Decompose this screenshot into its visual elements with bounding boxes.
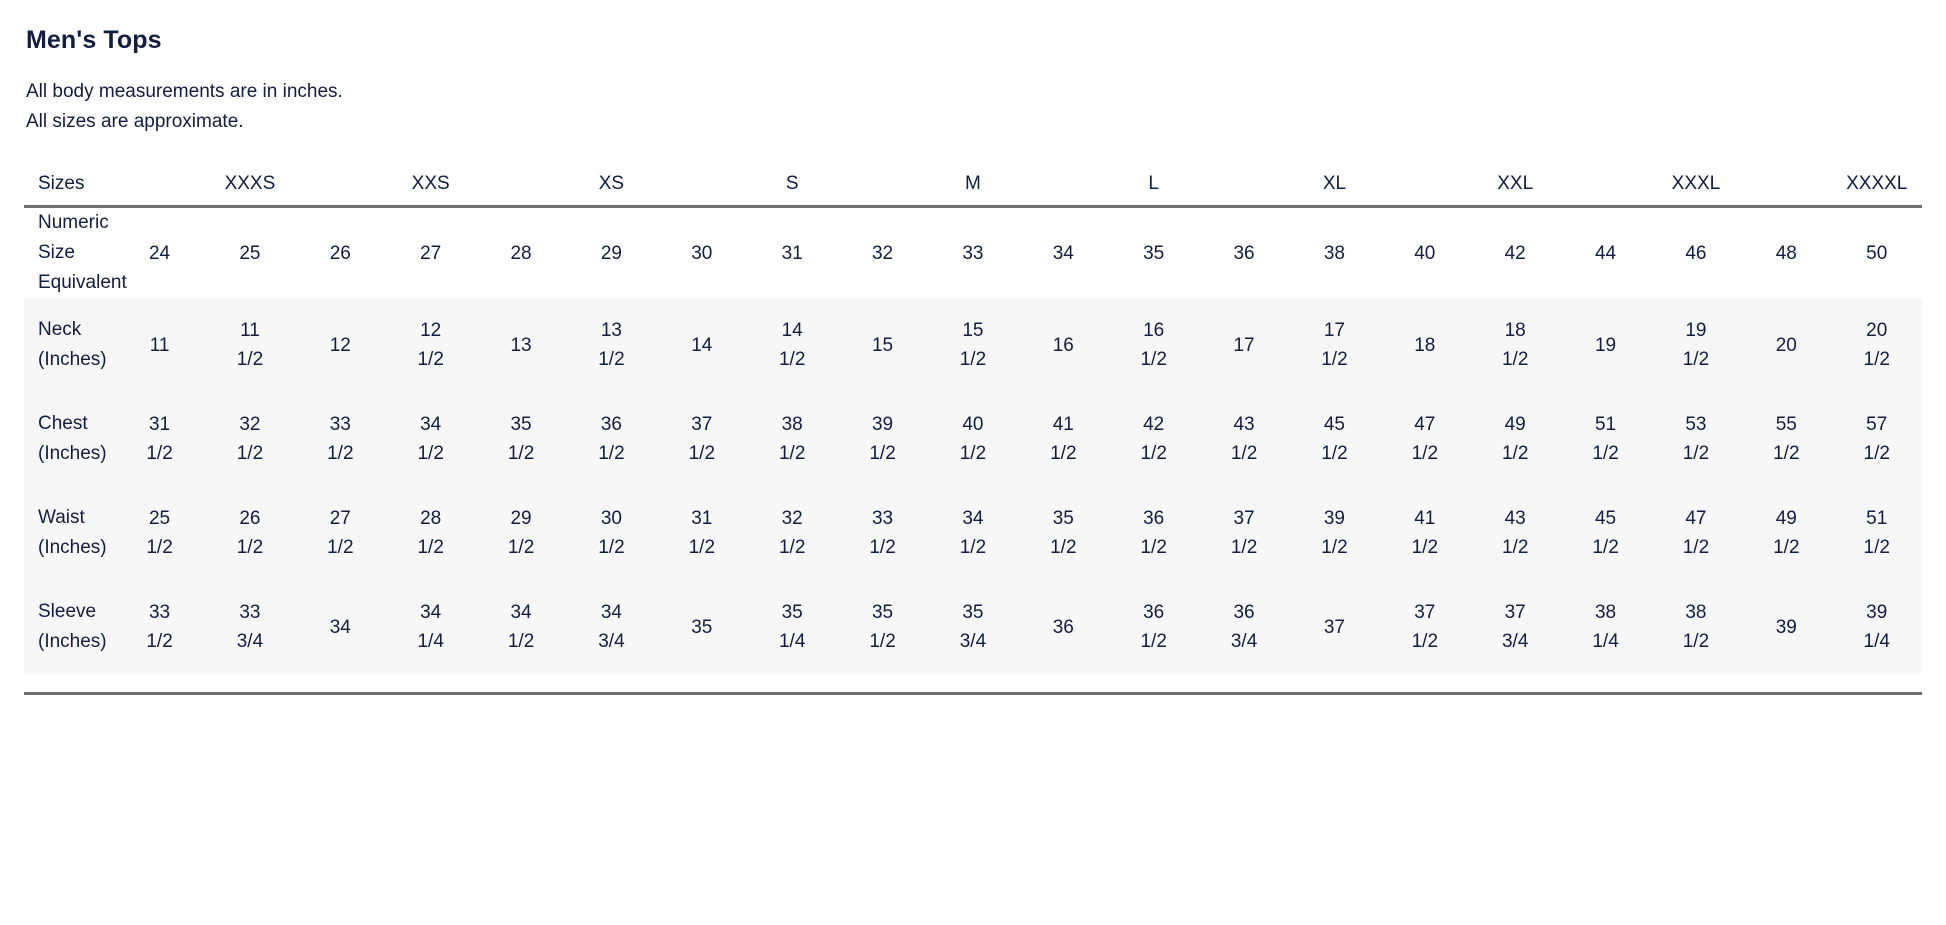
measurement-cell (1832, 392, 1923, 486)
measurement-fraction: 1/2 (598, 537, 625, 558)
measurement-cell (928, 392, 1018, 486)
measurement-fraction: 1/2 (778, 349, 806, 370)
size-chart-table-wrapper (24, 161, 1922, 695)
size-header-xxl: XXL (1497, 172, 1534, 194)
measurement-whole: 12 (420, 320, 442, 341)
measurement-cell (1380, 486, 1470, 580)
measurement-whole: 34 (600, 602, 622, 623)
measurement-whole: 36 (600, 414, 622, 435)
row-label: Chest (Inches) (38, 413, 107, 464)
measurement-cell (1199, 580, 1289, 674)
measurement-cell: 13 (510, 334, 532, 356)
measurement-fraction: 3/4 (236, 631, 264, 652)
measurement-whole: 43 (1504, 508, 1526, 529)
row-label: Neck (Inches) (38, 319, 107, 370)
table-row (24, 392, 1922, 486)
measurement-cell: 18 (1414, 334, 1436, 356)
measurement-fraction: 1/2 (417, 349, 444, 370)
measurement-cell: 17 (1233, 334, 1255, 356)
measurement-fraction: 1/2 (1050, 443, 1077, 464)
measurement-fraction: 1/2 (1773, 537, 1800, 558)
measurement-whole: 35 (962, 602, 984, 623)
measurement-whole: 34 (420, 414, 442, 435)
measurement-fraction: 1/2 (1592, 537, 1619, 558)
table-bottom-rule (24, 692, 1922, 695)
measurement-whole: 55 (1775, 414, 1797, 435)
measurement-whole: 49 (1504, 414, 1526, 435)
measurement-cell: 20 (1775, 334, 1797, 356)
size-header-blank-0 (114, 161, 204, 207)
measurement-fraction: 1/2 (507, 537, 535, 558)
measurement-whole: 36 (1233, 602, 1255, 623)
measurement-cell (295, 486, 385, 580)
measurement-cell: 36 (1233, 242, 1255, 264)
table-row (24, 298, 1922, 392)
measurement-whole: 33 (239, 602, 261, 623)
measurement-whole: 36 (1143, 508, 1165, 529)
measurement-whole: 51 (1866, 508, 1888, 529)
size-chart-body (24, 207, 1922, 675)
measurement-whole: 37 (1504, 602, 1526, 623)
measurement-cell (476, 392, 566, 486)
size-header-blank-18 (1741, 161, 1831, 207)
size-header-blank-6 (657, 161, 747, 207)
measurement-cell: 26 (329, 242, 351, 264)
measurement-whole: 37 (1233, 508, 1255, 529)
size-chart-head (24, 161, 1922, 207)
subtitle-line-2: All sizes are approximate. (26, 111, 244, 132)
measurement-cell (1380, 580, 1470, 674)
size-header-xs: XS (598, 172, 625, 194)
measurement-cell (747, 486, 837, 580)
measurement-cell (114, 486, 204, 580)
measurement-fraction: 1/2 (1321, 443, 1348, 464)
row-label-line-2: Equivalent (38, 272, 127, 293)
measurement-cell (386, 392, 476, 486)
measurement-cell (1109, 486, 1199, 580)
size-header-xl: XL (1322, 172, 1347, 194)
measurement-cell (205, 580, 295, 674)
measurement-fraction: 1/2 (146, 443, 173, 464)
size-header-blank-16 (1560, 161, 1650, 207)
measurement-cell: 50 (1866, 242, 1888, 264)
measurement-fraction: 1/2 (327, 443, 354, 464)
measurement-cell (1199, 392, 1289, 486)
measurement-cell: 11 (149, 334, 170, 356)
measurement-whole: 17 (1323, 320, 1345, 341)
measurement-cell (114, 392, 204, 486)
measurement-cell (1470, 298, 1560, 392)
measurement-whole: 32 (781, 508, 803, 529)
measurement-cell (1109, 298, 1199, 392)
measurement-fraction: 3/4 (959, 631, 987, 652)
measurement-cell (1199, 486, 1289, 580)
measurement-fraction: 1/2 (598, 349, 625, 370)
size-header-blank-4 (476, 161, 566, 207)
measurement-whole: 13 (600, 320, 622, 341)
measurement-whole: 33 (871, 508, 894, 529)
page-subtitle (26, 77, 1922, 137)
measurement-fraction: 1/2 (1501, 349, 1529, 370)
measurement-fraction: 1/2 (778, 537, 806, 558)
measurement-whole: 26 (239, 508, 261, 529)
measurement-cell (566, 580, 656, 674)
measurement-whole: 39 (871, 414, 894, 435)
measurement-whole: 41 (1052, 414, 1074, 435)
measurement-whole: 39 (1866, 602, 1888, 623)
measurement-whole: 35 (871, 602, 894, 623)
measurement-fraction: 1/2 (1050, 537, 1077, 558)
measurement-whole: 43 (1233, 414, 1255, 435)
measurement-cell (837, 392, 927, 486)
measurement-whole: 31 (148, 414, 171, 435)
measurement-fraction: 1/2 (236, 443, 264, 464)
measurement-whole: 30 (600, 508, 622, 529)
measurement-cell (1560, 580, 1650, 674)
measurement-cell: 40 (1414, 242, 1436, 264)
measurement-cell: 36 (1052, 616, 1074, 638)
measurement-fraction: 1/2 (1230, 537, 1258, 558)
measurement-fraction: 1/2 (1682, 537, 1710, 558)
measurement-cell: 37 (1323, 616, 1345, 638)
measurement-fraction: 1/2 (146, 537, 173, 558)
size-header-blank-2 (295, 161, 385, 207)
measurement-whole: 42 (1143, 414, 1165, 435)
measurement-cell: 42 (1504, 242, 1526, 264)
measurement-cell (386, 298, 476, 392)
measurement-cell (1832, 580, 1923, 674)
measurement-fraction: 1/2 (1682, 349, 1710, 370)
measurement-cell (1741, 486, 1831, 580)
size-header-m: M (965, 172, 981, 194)
measurement-cell (837, 580, 927, 674)
measurement-fraction: 1/2 (869, 443, 896, 464)
measurement-fraction: 1/2 (236, 349, 264, 370)
measurement-whole: 33 (329, 414, 351, 435)
measurement-cell (747, 392, 837, 486)
size-header-xxs: XXS (411, 172, 450, 194)
measurement-whole: 16 (1143, 320, 1165, 341)
measurement-fraction: 1/2 (1321, 537, 1348, 558)
measurement-whole: 45 (1594, 508, 1617, 529)
measurement-fraction: 1/2 (1140, 443, 1167, 464)
row-label: Sleeve (Inches) (38, 601, 107, 652)
measurement-whole: 37 (691, 414, 713, 435)
measurement-cell: 46 (1685, 242, 1707, 264)
measurement-fraction: 1/2 (1773, 443, 1800, 464)
measurement-fraction: 1/2 (236, 537, 264, 558)
page-title: Men's Tops (26, 26, 162, 54)
measurement-cell (747, 580, 837, 674)
measurement-cell: 38 (1323, 242, 1345, 264)
measurement-cell (205, 486, 295, 580)
measurement-fraction: 1/2 (327, 537, 354, 558)
measurement-cell (1470, 580, 1560, 674)
measurement-cell: 31 (781, 242, 803, 264)
measurement-fraction: 1/2 (959, 443, 987, 464)
measurement-whole: 34 (510, 602, 532, 623)
measurement-fraction: 1/2 (869, 631, 896, 652)
measurement-cell (1560, 486, 1650, 580)
measurement-whole: 18 (1504, 320, 1526, 341)
measurement-fraction: 1/2 (1321, 349, 1348, 370)
measurement-cell: 34 (1052, 242, 1074, 264)
measurement-fraction: 1/2 (1411, 631, 1439, 652)
size-header-blank-12 (1199, 161, 1289, 207)
measurement-cell (1470, 392, 1560, 486)
size-header-blank-14 (1380, 161, 1470, 207)
measurement-fraction: 3/4 (598, 631, 625, 652)
measurement-cell (1832, 486, 1923, 580)
measurement-fraction: 1/2 (1411, 443, 1439, 464)
table-row (24, 580, 1922, 674)
measurement-cell (1018, 486, 1108, 580)
measurement-fraction: 1/2 (1140, 349, 1167, 370)
measurement-cell (1018, 392, 1108, 486)
measurement-cell (1832, 298, 1923, 392)
measurement-cell: 16 (1052, 334, 1074, 356)
measurement-whole: 31 (691, 508, 713, 529)
subtitle-line-1: All body measurements are in inches. (26, 81, 343, 102)
measurement-fraction: 1/2 (959, 349, 987, 370)
measurement-cell (1289, 298, 1379, 392)
size-header-xxxxl: XXXXL (1846, 172, 1908, 194)
measurement-whole: 35 (781, 602, 803, 623)
measurement-whole: 19 (1685, 320, 1707, 341)
size-chart-table (24, 161, 1922, 674)
measurement-whole: 36 (1143, 602, 1165, 623)
table-row (24, 486, 1922, 580)
measurement-cell: 24 (148, 242, 171, 264)
measurement-cell (566, 392, 656, 486)
measurement-whole: 49 (1775, 508, 1797, 529)
measurement-cell: 30 (691, 242, 713, 264)
row-label: Waist (Inches) (38, 507, 107, 558)
measurement-cell: 48 (1775, 242, 1797, 264)
measurement-cell (1651, 486, 1741, 580)
measurement-cell (1470, 486, 1560, 580)
measurement-fraction: 1/2 (1501, 537, 1529, 558)
measurement-whole: 37 (1414, 602, 1436, 623)
measurement-fraction: 1/2 (869, 537, 896, 558)
measurement-whole: 34 (420, 602, 442, 623)
measurement-cell (837, 486, 927, 580)
measurement-cell: 44 (1594, 242, 1617, 264)
measurement-fraction: 1/2 (1230, 443, 1258, 464)
measurement-cell: 39 (1775, 616, 1797, 638)
measurement-whole: 14 (781, 320, 803, 341)
measurement-whole: 20 (1866, 320, 1888, 341)
measurement-fraction: 1/2 (417, 443, 444, 464)
measurement-cell (566, 298, 656, 392)
measurement-cell (476, 486, 566, 580)
measurement-cell (476, 580, 566, 674)
size-header-s: S (785, 172, 799, 194)
measurement-cell: 28 (510, 242, 532, 264)
measurement-whole: 34 (962, 508, 984, 529)
measurement-whole: 47 (1414, 414, 1436, 435)
measurement-cell: 25 (239, 242, 261, 264)
measurement-cell (386, 486, 476, 580)
measurement-cell (1109, 580, 1199, 674)
row-label-line-1: Numeric Size (38, 212, 109, 263)
measurement-fraction: 1/2 (1863, 537, 1890, 558)
measurement-whole: 35 (1052, 508, 1074, 529)
measurement-fraction: 1/2 (146, 631, 173, 652)
measurement-fraction: 3/4 (1230, 631, 1258, 652)
measurement-fraction: 1/4 (1592, 631, 1619, 652)
measurement-fraction: 1/2 (1140, 631, 1167, 652)
measurement-whole: 28 (420, 508, 442, 529)
measurement-fraction: 1/4 (417, 631, 444, 652)
measurement-whole: 35 (510, 414, 532, 435)
size-header-l: L (1148, 172, 1159, 194)
measurement-whole: 38 (1594, 602, 1617, 623)
measurement-cell (928, 486, 1018, 580)
measurement-cell (386, 580, 476, 674)
measurement-cell: 15 (871, 334, 894, 356)
measurement-cell (1651, 392, 1741, 486)
measurement-cell (1109, 392, 1199, 486)
measurement-fraction: 1/2 (688, 537, 716, 558)
measurement-cell (657, 486, 747, 580)
measurement-cell: 35 (691, 616, 713, 638)
measurement-fraction: 1/2 (1592, 443, 1619, 464)
measurement-fraction: 1/2 (1411, 537, 1439, 558)
measurement-cell (1741, 392, 1831, 486)
measurement-whole: 41 (1414, 508, 1436, 529)
measurement-whole: 29 (510, 508, 532, 529)
measurement-cell (1380, 392, 1470, 486)
measurement-cell (1651, 298, 1741, 392)
measurement-cell: 19 (1594, 334, 1617, 356)
measurement-whole: 15 (962, 320, 984, 341)
measurement-cell (566, 486, 656, 580)
measurement-whole: 27 (329, 508, 351, 529)
measurement-whole: 25 (148, 508, 171, 529)
size-header-xxxl: XXXL (1671, 172, 1721, 194)
row-label (24, 207, 127, 299)
measurement-cell (1289, 392, 1379, 486)
measurement-whole: 47 (1685, 508, 1707, 529)
measurement-whole: 57 (1866, 414, 1888, 435)
measurement-fraction: 1/2 (507, 443, 535, 464)
measurement-cell (205, 298, 295, 392)
measurement-whole: 51 (1594, 414, 1617, 435)
measurement-cell (928, 298, 1018, 392)
measurement-whole: 11 (240, 320, 260, 341)
measurement-fraction: 1/4 (1863, 631, 1890, 652)
table-row (24, 207, 1922, 299)
measurement-fraction: 1/2 (1140, 537, 1167, 558)
measurement-cell: 32 (871, 242, 894, 264)
measurement-cell: 14 (691, 334, 713, 356)
measurement-whole: 40 (962, 414, 984, 435)
size-header-xxxs: XXXS (224, 172, 276, 194)
measurement-cell: 34 (329, 616, 351, 638)
measurement-fraction: 1/2 (1863, 443, 1890, 464)
measurement-whole: 45 (1323, 414, 1345, 435)
measurement-cell: 29 (600, 242, 622, 264)
size-header-blank-8 (837, 161, 927, 207)
measurement-whole: 53 (1685, 414, 1707, 435)
measurement-fraction: 1/2 (417, 537, 444, 558)
measurement-cell (1651, 580, 1741, 674)
measurement-whole: 32 (239, 414, 261, 435)
measurement-cell (747, 298, 837, 392)
measurement-cell (657, 392, 747, 486)
measurement-cell: 27 (420, 242, 442, 264)
measurement-fraction: 1/2 (598, 443, 625, 464)
measurement-cell (295, 392, 385, 486)
measurement-fraction: 1/2 (507, 631, 535, 652)
measurement-whole: 39 (1323, 508, 1345, 529)
size-header-row (24, 161, 1922, 207)
measurement-fraction: 1/2 (1501, 443, 1529, 464)
measurement-cell (1560, 392, 1650, 486)
measurement-whole: 33 (148, 602, 171, 623)
measurement-cell (114, 580, 204, 674)
measurement-cell: 33 (962, 242, 984, 264)
measurement-cell: 12 (329, 334, 351, 356)
measurement-fraction: 3/4 (1501, 631, 1529, 652)
measurement-fraction: 1/2 (959, 537, 987, 558)
measurement-cell (1289, 486, 1379, 580)
sizes-label-header: Sizes (38, 172, 85, 194)
measurement-fraction: 1/2 (1863, 349, 1890, 370)
measurement-fraction: 1/2 (778, 443, 806, 464)
size-header-blank-10 (1018, 161, 1108, 207)
measurement-whole: 38 (1685, 602, 1707, 623)
measurement-fraction: 1/2 (1682, 443, 1710, 464)
measurement-fraction: 1/2 (688, 443, 716, 464)
measurement-fraction: 1/4 (778, 631, 806, 652)
measurement-whole: 38 (781, 414, 803, 435)
measurement-cell: 35 (1143, 242, 1165, 264)
measurement-fraction: 1/2 (1682, 631, 1710, 652)
measurement-cell (205, 392, 295, 486)
measurement-cell (928, 580, 1018, 674)
